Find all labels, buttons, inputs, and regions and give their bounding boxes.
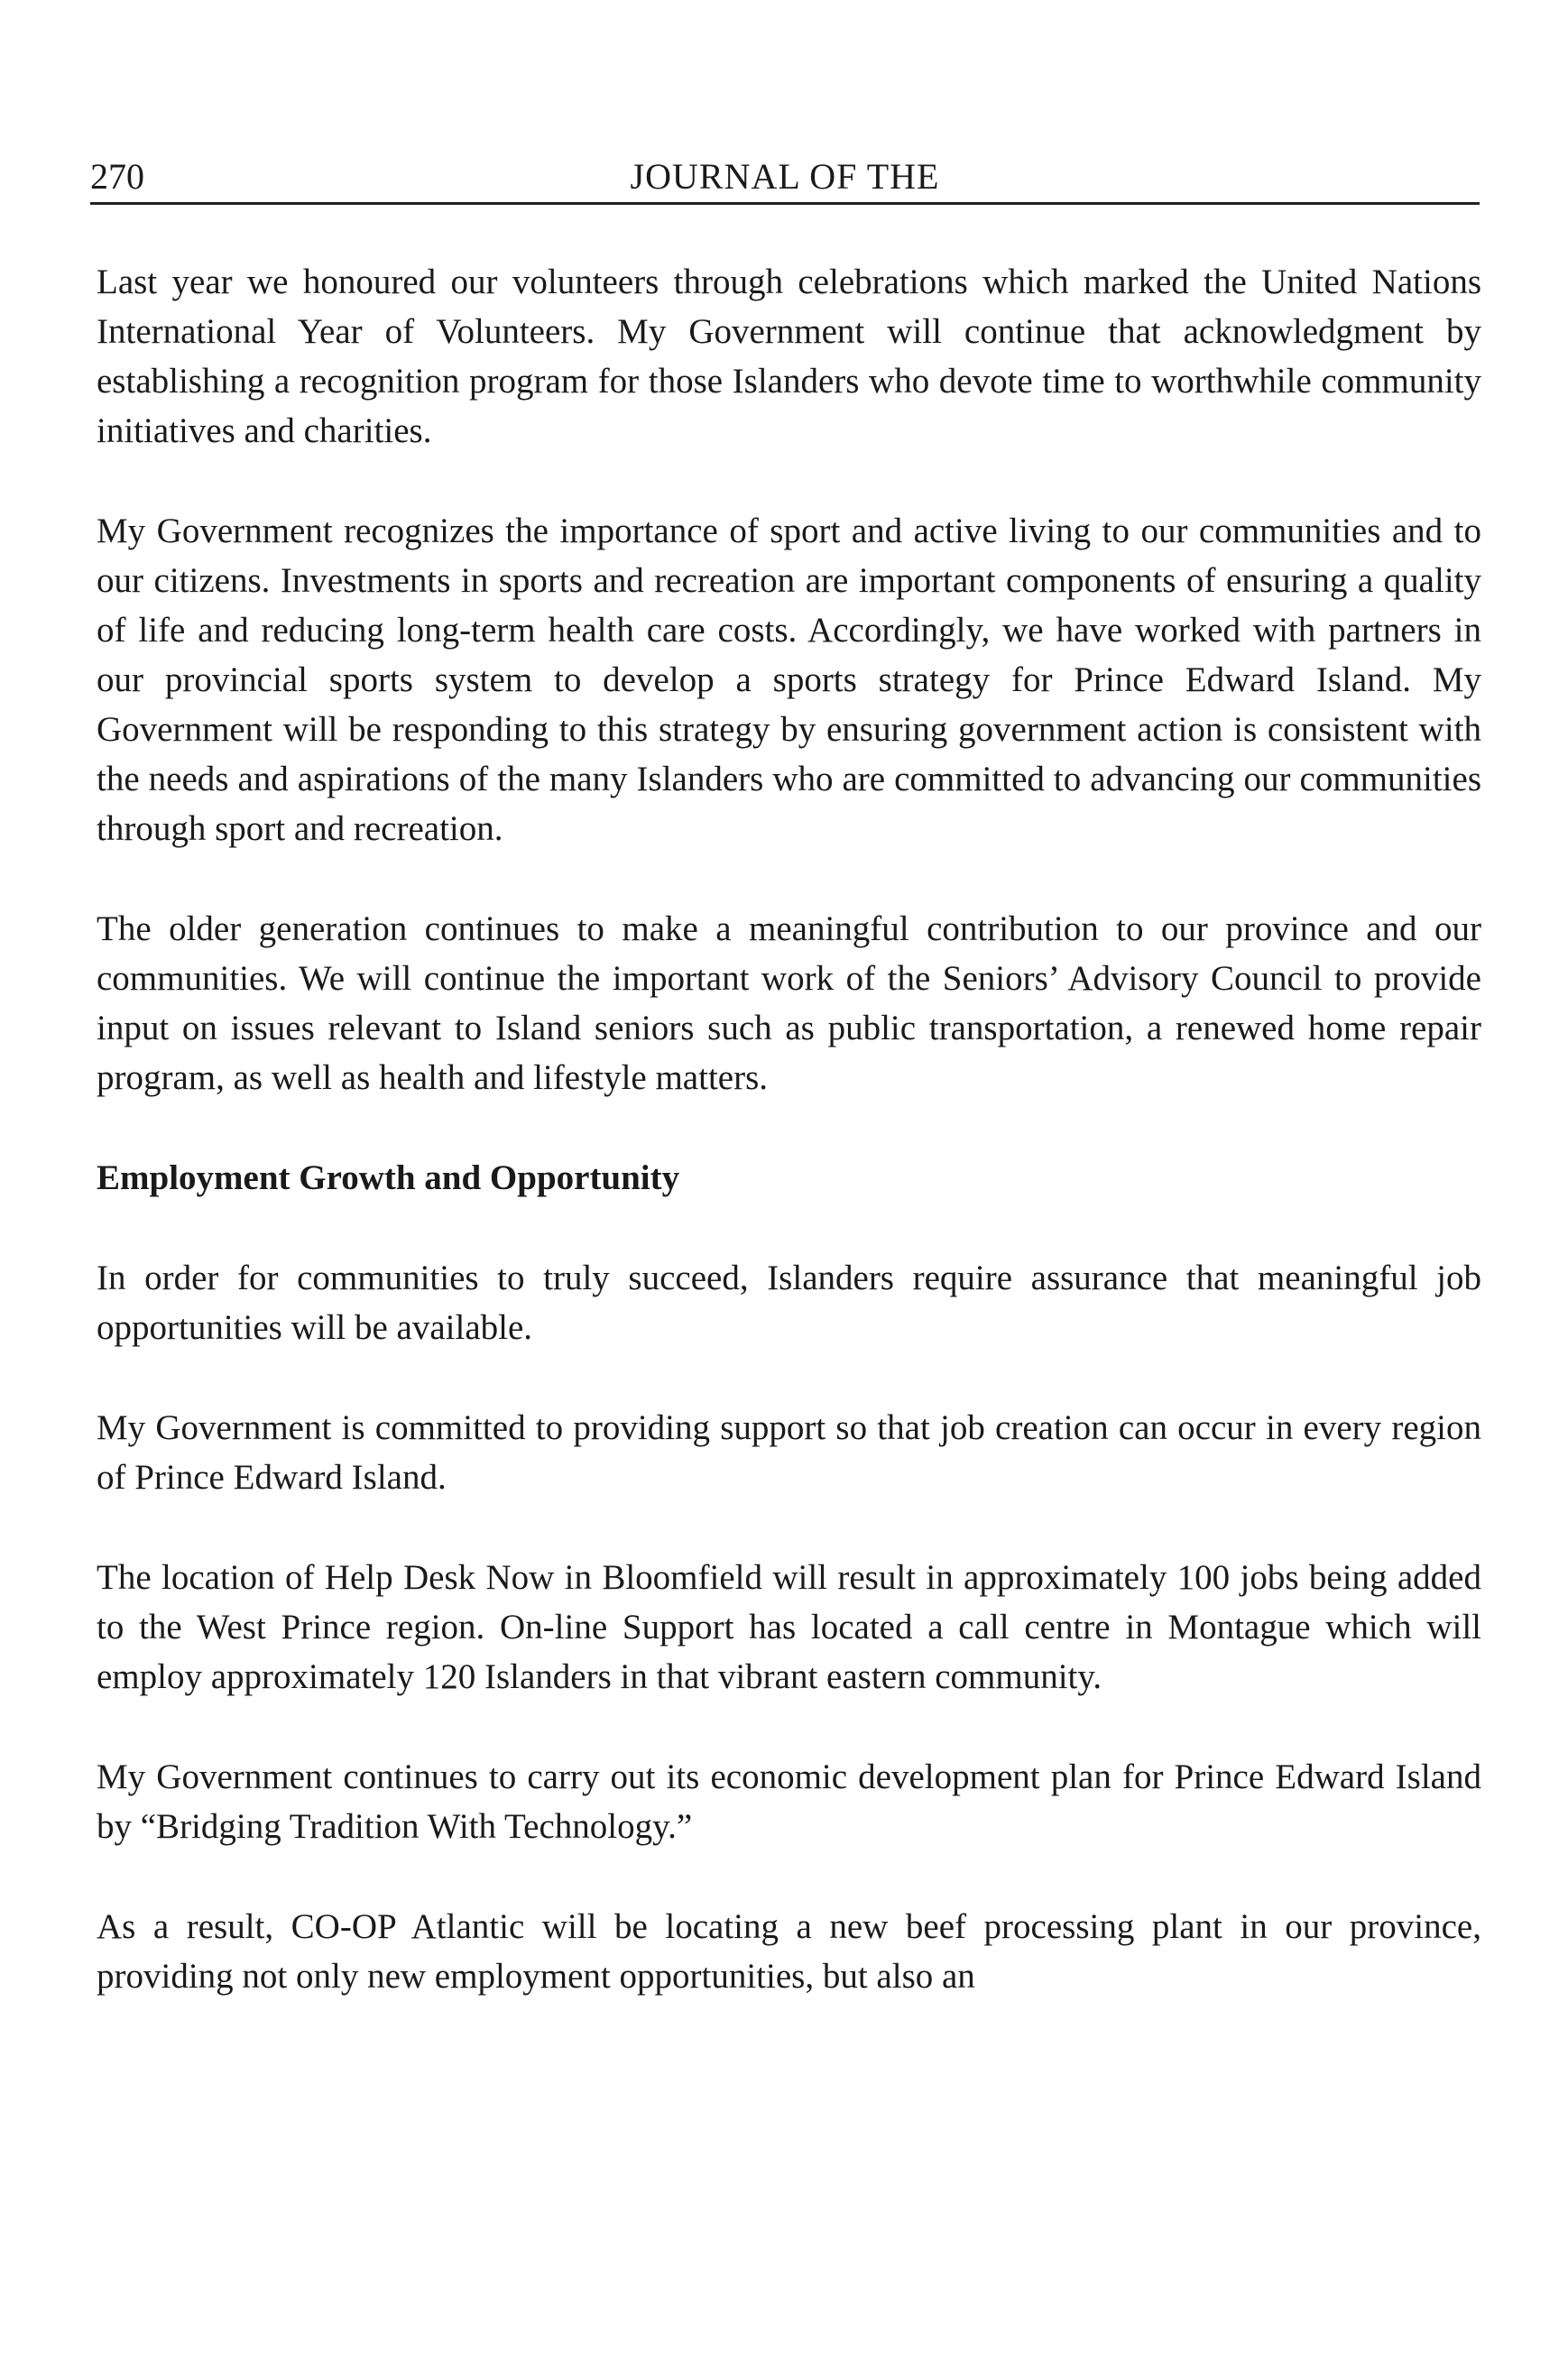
paragraph-sport: My Government recognizes the importance of sport and active living to our communities and to our citizens. Investments in sports and recreation are important components of ensuring a quality of life and reducing long-term health care costs. Accordingly, we have worked with partners in our provincial sports system to develop a sports strategy for Prince Edward Island. My Government will be responding to this strategy by ensuring government action is consistent with the needs and aspirations of the many Islanders who are committed to advancing our communities through sport and recreation. xyxy=(97,512,1481,848)
paragraph-economic-plan: My Government continues to carry out its economic development plan for Prince Edward Island by “Bridging Tradition With Technology.” xyxy=(97,1757,1481,1846)
paragraph-coop-atlantic: As a result, CO-OP Atlantic will be locating a new beef processing plant in our province, providing not only new employment opportunities, but also an xyxy=(97,1907,1481,1996)
paragraph-job-opportunities: In order for communities to truly succeed, Islanders require assurance that meaningful job opportunities will be available. xyxy=(97,1259,1481,1347)
page-number: 270 xyxy=(90,156,144,197)
paragraph-help-desk: The location of Help Desk Now in Bloomfield will result in approximately 100 jobs being added to the West Prince region. On-line Support has located a call centre in Montague which will employ approximately 120 Islanders in that vibrant eastern community. xyxy=(97,1558,1481,1696)
journal-title: JOURNAL OF THE xyxy=(630,156,940,197)
paragraph-job-creation: My Government is committed to providing support so that job creation can occur in every region of Prince Edward Island. xyxy=(97,1408,1481,1497)
body-text xyxy=(97,257,1481,2052)
paragraph-volunteers: Last year we honoured our volunteers through celebrations which marked the United Nations International Year of Volunteers. My Government will continue that acknowledgment by establishing a recognition program for those Islanders who devote time to worthwhile community initiatives and charities. xyxy=(97,263,1481,450)
paragraph-seniors: The older generation continues to make a meaningful contribution to our province and our communities. We will continue the important work of the Seniors’ Advisory Council to provide input on issues relevant to Island seniors such as public transportation, a renewed home repair program, as well as health and lifestyle matters. xyxy=(97,909,1481,1097)
running-head xyxy=(90,152,1480,205)
section-heading-employment: Employment Growth and Opportunity xyxy=(97,1158,680,1197)
